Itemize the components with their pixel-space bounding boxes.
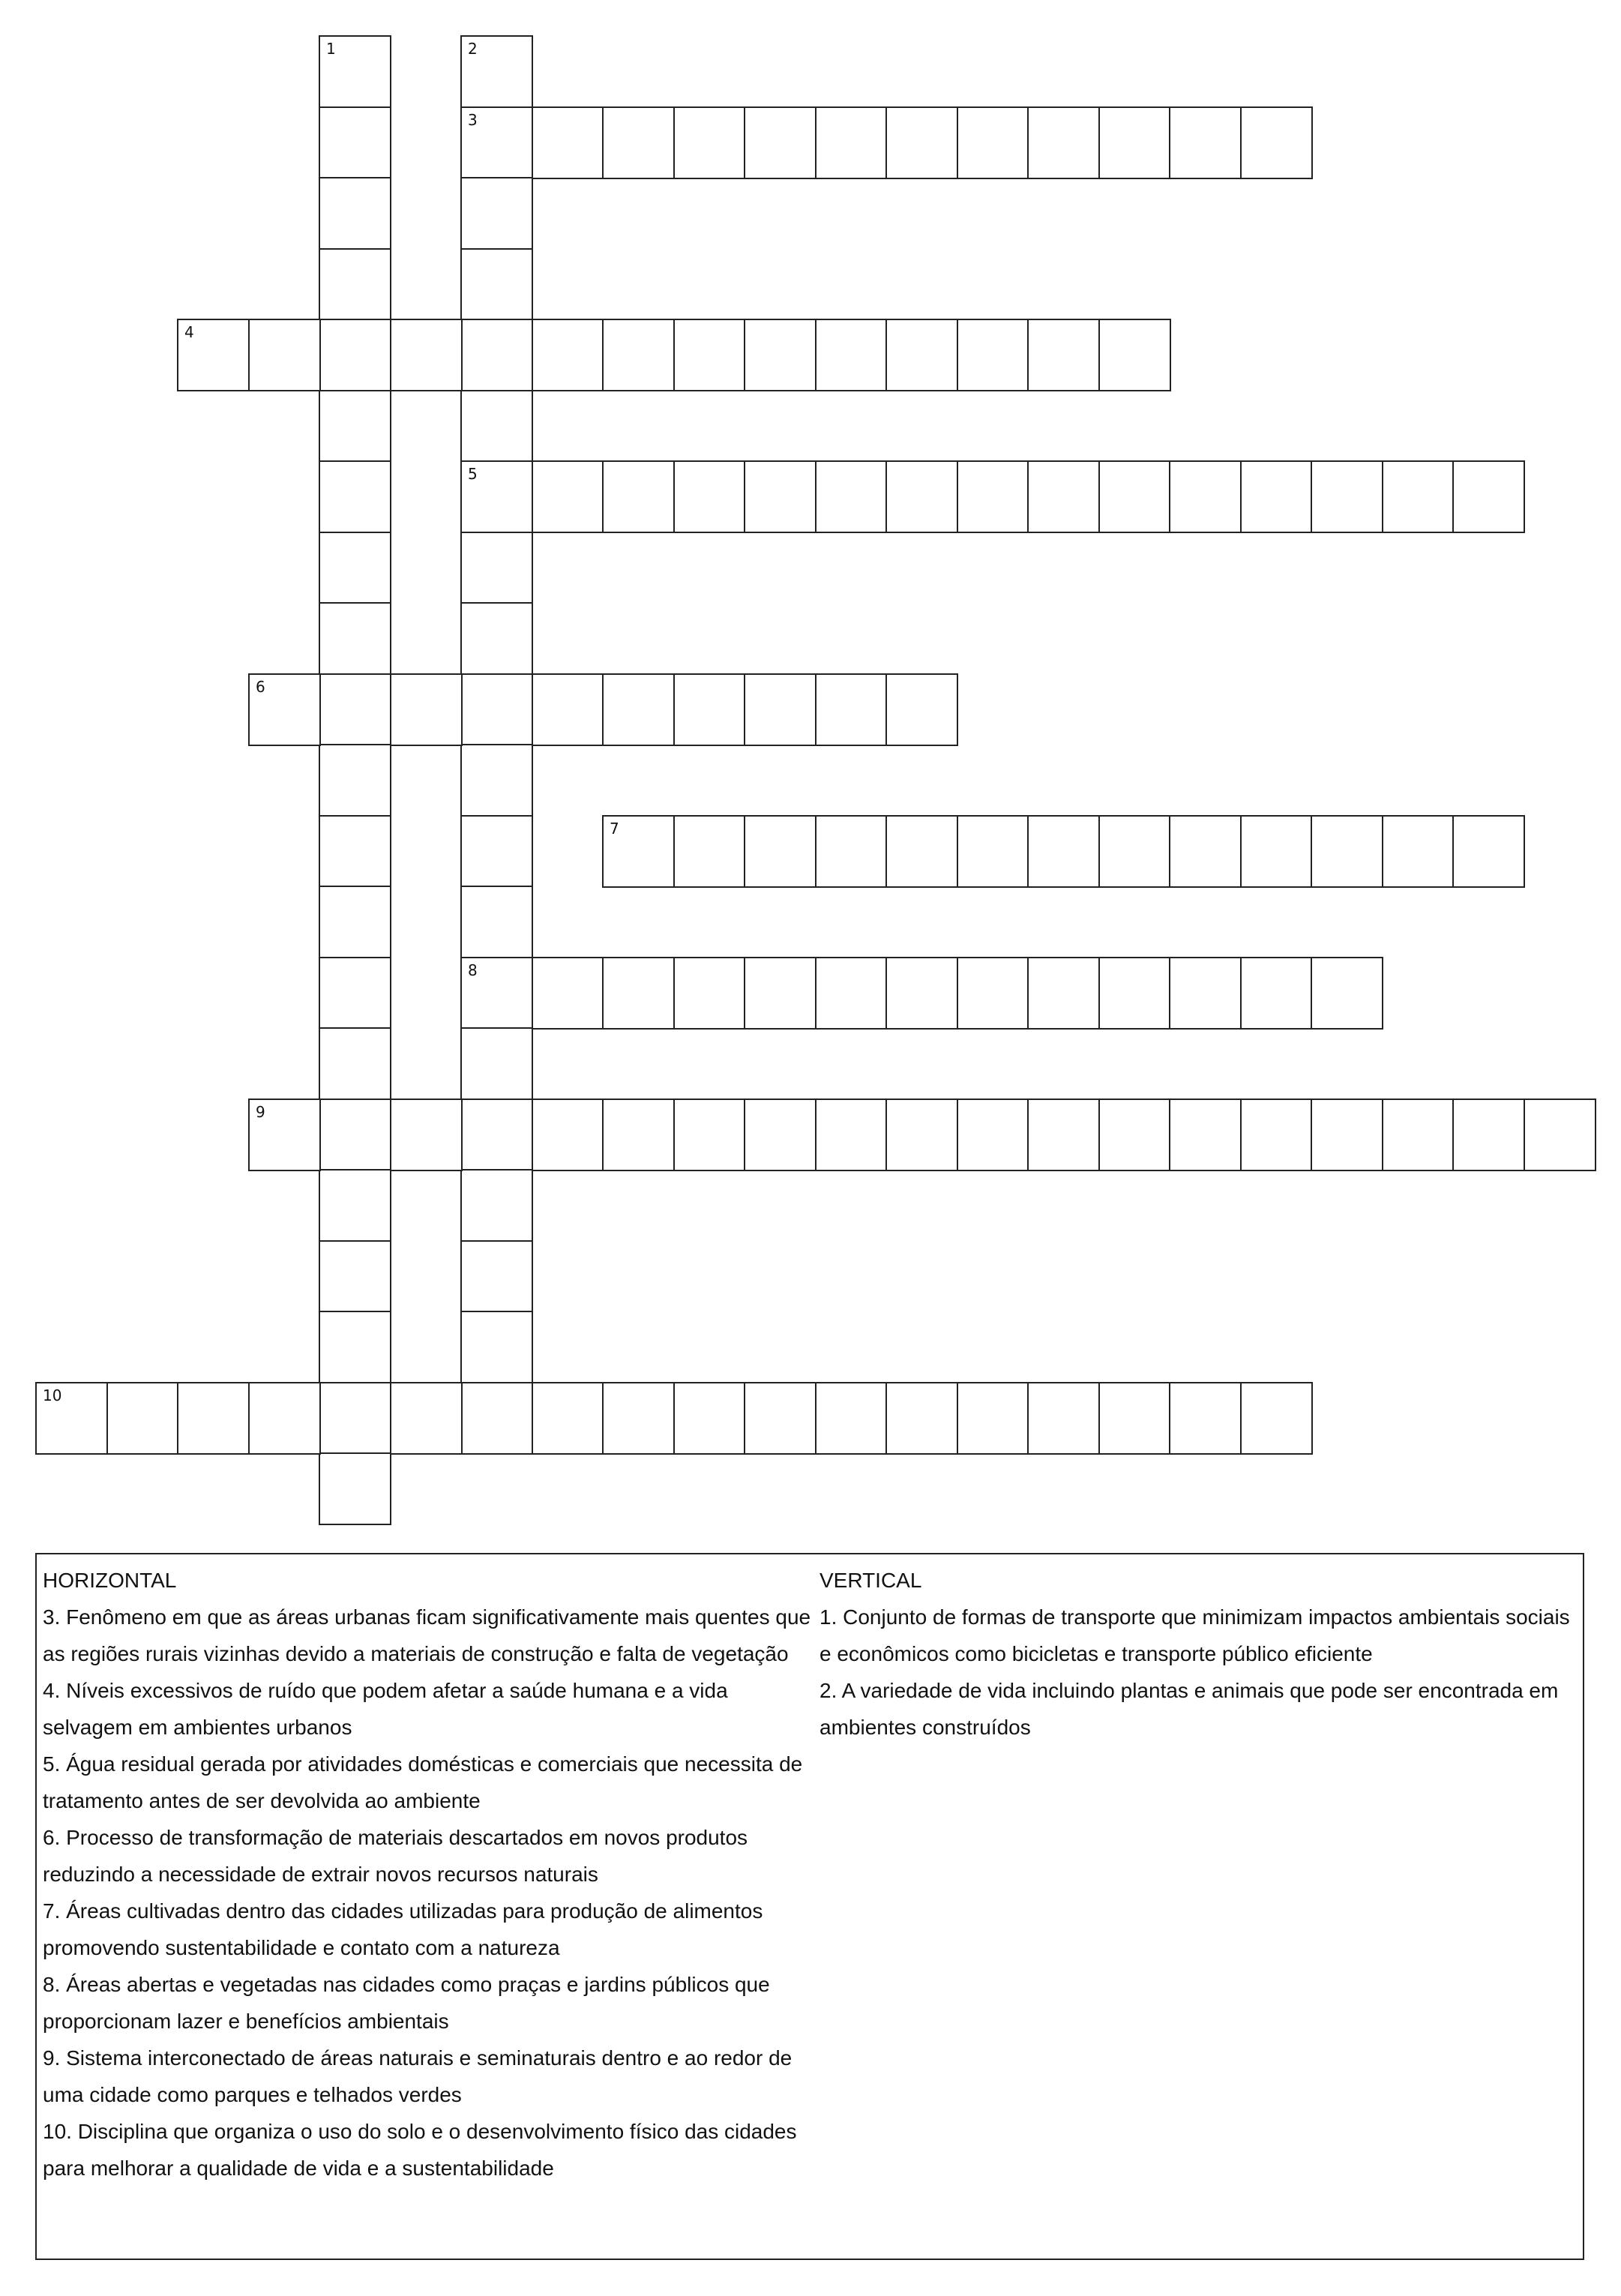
grid-cell[interactable] <box>602 106 675 179</box>
grid-cell[interactable] <box>319 886 391 958</box>
grid-cell[interactable] <box>744 673 816 746</box>
grid-cell[interactable] <box>460 532 533 604</box>
grid-cell[interactable] <box>1524 1099 1596 1171</box>
grid-cell[interactable] <box>319 1027 391 1100</box>
grid-cell[interactable] <box>957 319 1029 391</box>
grid-cell[interactable] <box>390 673 463 746</box>
grid-cell[interactable] <box>460 1311 533 1383</box>
grid-cell[interactable] <box>602 673 675 746</box>
grid-cell[interactable] <box>319 106 391 179</box>
grid-cell[interactable] <box>460 957 533 1030</box>
grid-cell[interactable] <box>532 1382 604 1455</box>
grid-cell[interactable] <box>1098 106 1171 179</box>
grid-cell[interactable] <box>460 1240 533 1313</box>
clue-number: 2 <box>468 40 478 58</box>
grid-cell[interactable] <box>673 460 746 533</box>
grid-cell[interactable] <box>1452 1099 1525 1171</box>
grid-cell[interactable] <box>673 957 746 1030</box>
grid-cell[interactable] <box>673 815 746 888</box>
grid-cell[interactable] <box>460 602 533 675</box>
grid-cell[interactable] <box>1098 319 1171 391</box>
across-clue-9: 9. Sistema interconectado de áreas naturais e seminaturais dentro e ao redor de uma cidade como parques e telhados verdes <box>43 2046 793 2106</box>
grid-cell[interactable] <box>885 1382 958 1455</box>
grid-cell[interactable] <box>319 1099 391 1171</box>
grid-cell[interactable] <box>460 35 533 108</box>
grid-cell[interactable] <box>319 319 391 391</box>
grid-cell[interactable] <box>1240 957 1313 1030</box>
grid-cell[interactable] <box>815 106 888 179</box>
grid-cell[interactable] <box>673 1099 746 1171</box>
clue-number: 5 <box>468 465 478 483</box>
grid-cell[interactable] <box>1169 1099 1242 1171</box>
grid-cell[interactable] <box>1169 1382 1242 1455</box>
grid-cell[interactable] <box>460 390 533 463</box>
grid-cell[interactable] <box>319 602 391 675</box>
down-clue-2: 2. A variedade de vida incluindo plantas e animais que pode ser encontrada em ambientes construídos <box>819 1679 1559 1739</box>
grid-cell[interactable] <box>744 1099 816 1171</box>
grid-cell[interactable] <box>744 815 816 888</box>
grid-cell[interactable] <box>744 319 816 391</box>
grid-cell[interactable] <box>602 1382 675 1455</box>
grid-cell[interactable] <box>602 319 675 391</box>
down-clue-1: 1. Conjunto de formas de transporte que minimizam impactos ambientais sociais e econômicos como bicicletas e transporte público eficiente <box>819 1605 1570 1665</box>
clue-number: 10 <box>43 1386 62 1404</box>
grid-cell[interactable] <box>532 460 604 533</box>
grid-cell[interactable] <box>957 1099 1029 1171</box>
grid-cell[interactable] <box>532 673 604 746</box>
grid-cell[interactable] <box>1311 957 1383 1030</box>
grid-cell[interactable] <box>815 319 888 391</box>
grid-cell[interactable] <box>248 319 321 391</box>
grid-cell[interactable] <box>815 957 888 1030</box>
grid-cell[interactable] <box>1098 815 1171 888</box>
grid-cell[interactable] <box>885 673 958 746</box>
across-clue-6: 6. Processo de transformação de materiais descartados em novos produtos reduzindo a necessidade de extrair novos recursos naturais <box>43 1826 748 1886</box>
grid-cell[interactable] <box>602 1099 675 1171</box>
grid-cell[interactable] <box>744 957 816 1030</box>
grid-cell[interactable] <box>885 1099 958 1171</box>
grid-cell[interactable] <box>390 1099 463 1171</box>
grid-cell[interactable] <box>815 673 888 746</box>
grid-cell[interactable] <box>460 106 533 179</box>
grid-cell[interactable] <box>1098 1099 1171 1171</box>
grid-cell[interactable] <box>1311 460 1383 533</box>
grid-cell[interactable] <box>1382 815 1455 888</box>
grid-cell[interactable] <box>319 957 391 1030</box>
grid-cell[interactable] <box>1169 957 1242 1030</box>
across-clues <box>43 1562 815 2187</box>
grid-cell[interactable] <box>319 460 391 533</box>
grid-cell[interactable] <box>957 957 1029 1030</box>
grid-cell[interactable] <box>319 532 391 604</box>
grid-cell[interactable] <box>1382 460 1455 533</box>
clue-number: 4 <box>184 323 194 341</box>
grid-cell[interactable] <box>532 106 604 179</box>
grid-cell[interactable] <box>1240 815 1313 888</box>
grid-cell[interactable] <box>319 744 391 817</box>
across-clue-8: 8. Áreas abertas e vegetadas nas cidades como praças e jardins públicos que proporcionam lazer e benefícios ambientais <box>43 1973 770 2033</box>
grid-cell[interactable] <box>602 460 675 533</box>
grid-cell[interactable] <box>744 106 816 179</box>
grid-cell[interactable] <box>957 106 1029 179</box>
grid-cell[interactable] <box>177 1382 250 1455</box>
grid-cell[interactable] <box>885 460 958 533</box>
grid-cell[interactable] <box>177 319 250 391</box>
grid-cell[interactable] <box>1311 815 1383 888</box>
clue-number: 7 <box>610 820 619 838</box>
grid-cell[interactable] <box>1169 815 1242 888</box>
across-clue-4: 4. Níveis excessivos de ruído que podem afetar a saúde humana e a vida selvagem em ambientes urbanos <box>43 1679 728 1739</box>
grid-cell[interactable] <box>885 106 958 179</box>
grid-cell[interactable] <box>815 1099 888 1171</box>
grid-cell[interactable] <box>460 177 533 250</box>
down-clues <box>819 1562 1581 1746</box>
across-clue-3: 3. Fenômeno em que as áreas urbanas ficam significativamente mais quentes que as regiões rurais vizinhas devido a materiais de construção e falta de vegetação <box>43 1605 811 1665</box>
grid-cell[interactable] <box>319 673 391 746</box>
grid-cell[interactable] <box>460 1169 533 1242</box>
grid-cell[interactable] <box>1452 815 1525 888</box>
grid-cell[interactable] <box>1240 106 1313 179</box>
grid-cell[interactable] <box>957 1382 1029 1455</box>
grid-cell[interactable] <box>460 319 533 391</box>
grid-cell[interactable] <box>885 815 958 888</box>
grid-cell[interactable] <box>248 1099 321 1171</box>
grid-cell[interactable] <box>460 460 533 533</box>
clue-number: 3 <box>468 111 478 129</box>
grid-cell[interactable] <box>1027 460 1100 533</box>
grid-cell[interactable] <box>673 106 746 179</box>
grid-cell[interactable] <box>319 1382 391 1455</box>
grid-cell[interactable] <box>319 1311 391 1383</box>
grid-cell[interactable] <box>532 319 604 391</box>
clue-number: 1 <box>326 40 336 58</box>
grid-cell[interactable] <box>35 1382 108 1455</box>
grid-cell[interactable] <box>602 957 675 1030</box>
grid-cell[interactable] <box>1098 460 1171 533</box>
grid-cell[interactable] <box>1452 460 1525 533</box>
grid-cell[interactable] <box>390 1382 463 1455</box>
grid-cell[interactable] <box>1098 1382 1171 1455</box>
grid-cell[interactable] <box>885 319 958 391</box>
grid-cell[interactable] <box>532 1099 604 1171</box>
grid-cell[interactable] <box>1098 957 1171 1030</box>
grid-cell[interactable] <box>957 815 1029 888</box>
grid-cell[interactable] <box>1240 1099 1313 1171</box>
grid-cell[interactable] <box>744 1382 816 1455</box>
grid-cell[interactable] <box>390 319 463 391</box>
grid-cell[interactable] <box>460 1027 533 1100</box>
grid-cell[interactable] <box>1240 1382 1313 1455</box>
grid-cell[interactable] <box>1169 106 1242 179</box>
grid-cell[interactable] <box>1240 460 1313 533</box>
grid-cell[interactable] <box>744 460 816 533</box>
grid-cell[interactable] <box>1027 1382 1100 1455</box>
grid-cell[interactable] <box>460 744 533 817</box>
grid-cell[interactable] <box>319 1452 391 1525</box>
clue-number: 6 <box>256 678 265 696</box>
grid-cell[interactable] <box>319 35 391 108</box>
grid-cell[interactable] <box>460 815 533 888</box>
grid-cell[interactable] <box>319 815 391 888</box>
grid-cell[interactable] <box>319 177 391 250</box>
grid-cell[interactable] <box>815 460 888 533</box>
down-heading: VERTICAL <box>819 1569 922 1592</box>
grid-cell[interactable] <box>460 248 533 321</box>
grid-cell[interactable] <box>319 248 391 321</box>
grid-cell[interactable] <box>815 1382 888 1455</box>
grid-cell[interactable] <box>602 815 675 888</box>
grid-cell[interactable] <box>319 1169 391 1242</box>
clue-number: 8 <box>468 961 478 979</box>
grid-cell[interactable] <box>1027 106 1100 179</box>
grid-cell[interactable] <box>319 1240 391 1313</box>
across-heading: HORIZONTAL <box>43 1569 177 1592</box>
grid-cell[interactable] <box>460 1382 533 1455</box>
grid-cell[interactable] <box>532 957 604 1030</box>
grid-cell[interactable] <box>1311 1099 1383 1171</box>
grid-cell[interactable] <box>885 957 958 1030</box>
grid-cell[interactable] <box>319 390 391 463</box>
grid-cell[interactable] <box>1027 319 1100 391</box>
grid-cell[interactable] <box>673 319 746 391</box>
across-clue-7: 7. Áreas cultivadas dentro das cidades utilizadas para produção de alimentos promovendo sustentabilidade e contato com a natureza <box>43 1899 763 1959</box>
grid-cell[interactable] <box>1382 1099 1455 1171</box>
grid-cell[interactable] <box>460 1099 533 1171</box>
grid-cell[interactable] <box>673 673 746 746</box>
grid-cell[interactable] <box>460 673 533 746</box>
grid-cell[interactable] <box>106 1382 179 1455</box>
grid-cell[interactable] <box>815 815 888 888</box>
grid-cell[interactable] <box>1027 815 1100 888</box>
grid-cell[interactable] <box>957 460 1029 533</box>
grid-cell[interactable] <box>673 1382 746 1455</box>
across-clue-10: 10. Disciplina que organiza o uso do solo e o desenvolvimento físico das cidades para melhorar a qualidade de vida e a sustentabilidade <box>43 2120 797 2180</box>
grid-cell[interactable] <box>1027 1099 1100 1171</box>
grid-cell[interactable] <box>460 886 533 958</box>
across-clue-5: 5. Água residual gerada por atividades domésticas e comerciais que necessita de tratamento antes de ser devolvida ao ambiente <box>43 1752 803 1812</box>
grid-cell[interactable] <box>248 673 321 746</box>
clue-number: 9 <box>256 1103 265 1121</box>
grid-cell[interactable] <box>1027 957 1100 1030</box>
clue-box <box>35 1553 1584 2260</box>
grid-cell[interactable] <box>1169 460 1242 533</box>
grid-cell[interactable] <box>248 1382 321 1455</box>
